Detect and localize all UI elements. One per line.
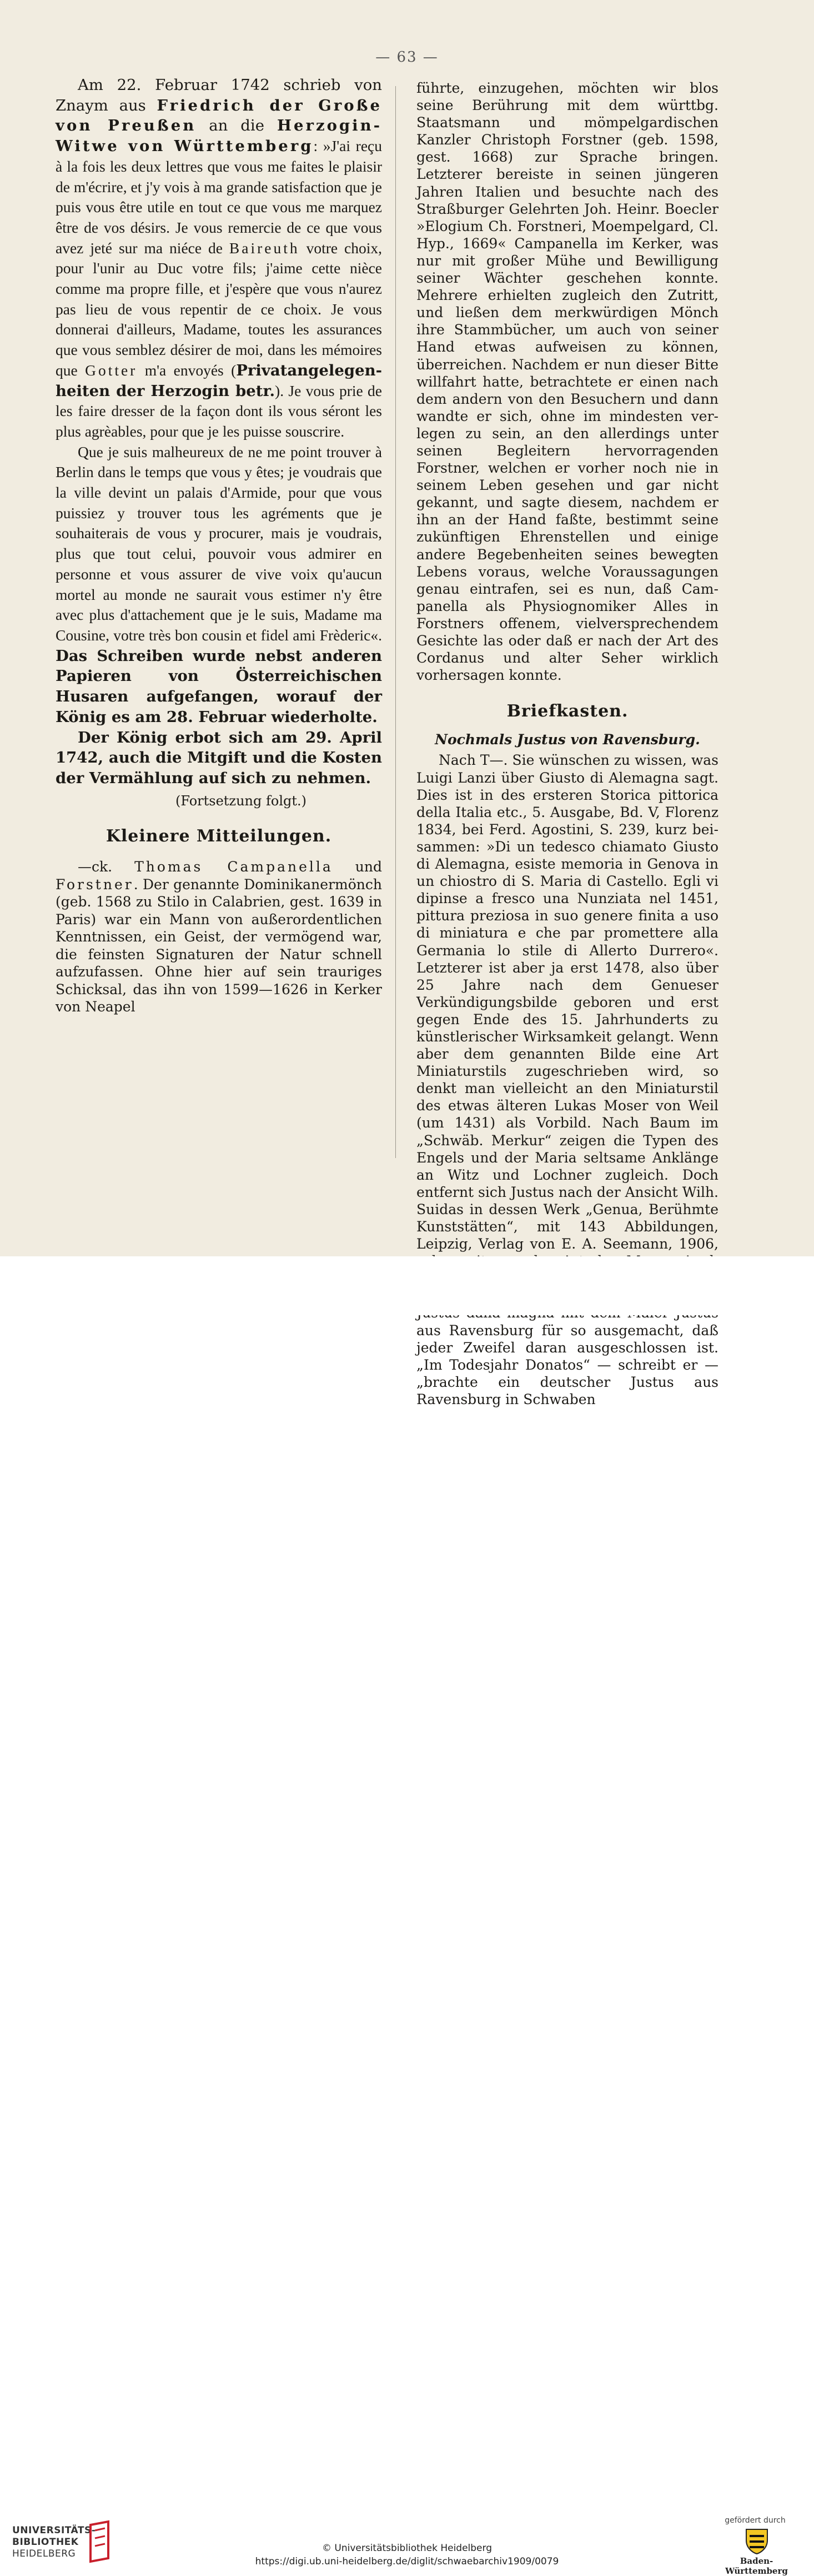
name-gotter: Gotter — [85, 361, 138, 379]
text-run: Privatangelegenheiten der Herzogin betr. — [56, 361, 382, 400]
paragraph-campanella — [56, 858, 382, 1016]
name-forstner: Forstner — [56, 876, 134, 893]
column-divider — [395, 86, 396, 1158]
section-heading-kleinere-mitteilungen: Kleinere Mitteilungen. — [105, 826, 332, 846]
name-campanella: Thomas Campanella — [134, 859, 333, 875]
name-baireuth: Baireuth — [229, 239, 300, 257]
name-friedrich: Friedrich der Große von Preußen — [56, 96, 382, 135]
text-run: votre choix, pour l'unir au Duc votre fils; j'aime cette nièce comme ma propre fille, et j'espère que vous n'aurez pas lieu de vous repentir de ce choix. Je vous donnerai d'ailleurs, Madame, toutes les assurances que vous semblez désirer de moi, dans les mémoires que — [56, 239, 382, 379]
footer — [0, 1256, 814, 2576]
sponsor-name: Baden-Württemberg — [725, 2556, 788, 2576]
continued-note: (Fortsetzung folgt.) — [175, 793, 306, 809]
library-name-line3: HEIDELBERG — [12, 2548, 76, 2559]
paragraph-letter — [56, 75, 382, 442]
paragraph-campanella-cont: führte, einzugehen, möchten wir blos seine Berührung mit dem württbg. Staatsmann und mömpelgardischen Kanzler Christoph Forstner (geb. 1598, gest. 1668) zur Sprache bringen. Letzterer bereiste in seinen jüngeren Jahren Italien und besuchte nach des Straßburger Gelehrten Joh. Heinr. Boecler »Elogium Ch. Forstneri, Moempelgard, Cl. Hyp., 1669« Campanella im Kerker, was nur mit großer Mühe und Bewilligung seiner Wächter geschehen konnte. Mehrere erhielten zugleich den Zutritt, und ließen dem merkwürdigen Mönch ihre Stammbücher, um auch von seiner Hand etwas aufweisen zu können, überreichen. Nachdem er nun dieser Bitte willfahrt hatte, betrachtete er einen nach dem andern von den Besuchern und dann wandte er sich, ohne im mindesten verlegen zu sein, an den allerdings unter seinen Begleitern hervorragenden Forstner, welchen er vorher noch nie in seinem Leben gesehen und gar nicht gekannt, und sagte diesem, nachdem er ihn an der Hand faßte, bestimmt seine zukünftigen Ehrenstellen und einige andere Begebenheiten seines bewegten Lebens voraus, welche Voraussagungen genau eintrafen, sei es nun, daß Campanella als Physiognomiker Alles in Forstners offenem, vielversprechendem Gesichte las oder daß er nach der Art des Cordanus und alter Seher wirklich vorhersagen konnte. — [416, 80, 718, 684]
copyright: © Universitätsbibliothek Heidelberg — [321, 2543, 492, 2554]
right-column — [416, 79, 718, 1408]
text-run: und — [333, 859, 382, 875]
left-column — [56, 75, 382, 1016]
paragraph-justus: Nach T—. Sie wünschen zu wissen, was Luigi Lanzi über Giusto di Alemagna sagt. Dies ist in des ersteren Storica pittorica della Italia etc., 5. Ausgabe, Bd. V, Florenz 1834, bei Ferd. Agostini, S. 239, kurz beisammen: »Di un tedesco chiamato Giusto di Alemagna, esiste memoria in Genova in un chiostro di S. Maria di Castello. Egli vi dipinse a fresco una Nunziata nel 1451, pittura preziosa in suo genere finita a uso di miniatura e che par promettere alla Germania lo stile di Allerto Durrero«. Letzterer ist aber ja erst 1478, also über 25 Jahre nach dem Genueser Verkündigungsbilde geboren und erst gegen Ende des 15. Jahrhunderts zu künstlerischer Wirksamkeit gelangt. Wenn aber dem genannten Bilde eine Art Miniaturstils zugeschrieben wird, so denkt man vielleicht an den Miniaturstil des etwas älteren Lukas Moser von Weil (um 1431) als Vorbild. Nach Baum im „Schwäb. Merkur“ zeigen die Typen des Engels und der Maria seltsame Anklänge an Witz und Lochner zugleich. Doch entfernt sich Justus nach der Ansicht Wilh. Suidas in dessen Werk „Genua, Berühmte Kunststätten“, mit 143 Abbildungen, Leipzig, Verlag von E. A. Seemann, 1906, aus Ravensburg für so ausgemacht, daß jeder Zweifel daran ausgeschlossen ist. „Im Todesjahr Donatos“ — schreibt er — „brachte ein deutscher Justus aus Ravensburg in Schwaben — [416, 752, 718, 1407]
coat-of-arms-icon — [744, 2527, 770, 2555]
text-run: m'a envoyés ( — [137, 361, 237, 379]
paragraph-dowry: Der König erbot sich am 29. April 1742, auch die Mitgift und die Kosten der Vermählung auf sich zu nehmen. — [56, 728, 382, 787]
library-name-line1: UNIVERSITÄTS- — [12, 2525, 96, 2536]
page-number: — 63 — — [375, 49, 439, 66]
source-url-link[interactable]: https://digi.ub.uni-heidelberg.de/diglit/schwaebarchiv1909/0079 — [255, 2556, 559, 2567]
text-run: Am 22. Februar 1742 schrieb von Znaym aus — [56, 76, 382, 114]
subheading-justus: Nochmals Justus von Ravensburg. — [435, 731, 700, 748]
text-run: Das Schreiben wurde nebst anderen Papieren von Österreichischen Husaren aufgefangen, worauf der König es am 28. Februar wiederholte. — [56, 646, 382, 726]
paragraph-letter-2 — [56, 442, 382, 728]
text-run: . Der genannte Dominikanermönch (geb. 1568 zu Stilo in Calabrien, gest. 1639 in Paris) war ein Mann von außerordentlichen Kenntnissen, ein Geist, der vermögend war, die feinsten Signaturen der Natur schnell aufzufassen. Ohne hier auf sein trauriges Schicksal, das ihn von 1599—1626 in Kerker von Neapel — [56, 876, 382, 1015]
text-run: —ck. — [78, 859, 135, 875]
library-name-line2: BIBLIOTHEK — [12, 2537, 79, 2548]
sponsor-label: gefördert durch — [725, 2516, 786, 2525]
name-herzogin: Herzogin-Witwe von Württemberg — [56, 117, 382, 156]
section-heading-briefkasten: Briefkasten. — [506, 701, 629, 721]
text-run: Que je suis malheureux de ne me point trouver à Berlin dans le temps que vous y êtes; je voudrais que la ville devint un palais d'Armide, pour que vous puissiez y trouver tous les agréments que je souhaiterais de vous y procurer, mais je voudrais, plus que tout celui, pouvoir vous admirer en personne et vous assurer de vive voix qu'aucun mortel au monde ne saurait vous estimer n'y être avec plus d'attachement que je le suis, Madame ma Cousine, votre très bon cousin et fidel ami Frèderic«. — [56, 443, 382, 644]
text-run: : »J'ai reçu à la fois les deux lettres que vous me faites le plaisir de m'écrire, et j'y vois à ma grande satisfaction que je puis vous être utile en tout ce que vous me marquez être de vos désirs. Je vous remercie de ce que vous avez jeté sur ma niéce de — [56, 137, 382, 257]
text-run: an die — [196, 117, 277, 135]
text-run: ). Je vous prie de les faire dresser de la façon dont ils vous séront les plus agrèables, pour que je les puisse souscrire. — [56, 382, 382, 440]
